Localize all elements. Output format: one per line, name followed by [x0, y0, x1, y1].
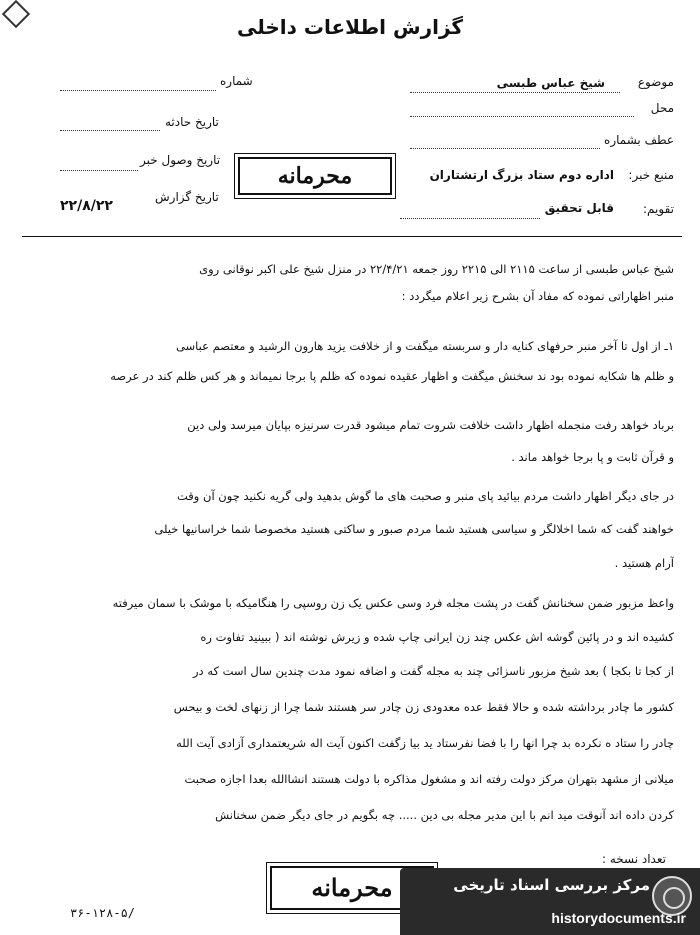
ref-dots: [410, 148, 600, 149]
place-label: محل: [650, 101, 674, 115]
number-dots: [60, 90, 216, 91]
incident-date-dots: [60, 130, 160, 131]
received-date-label: تاریخ وصول خبر: [140, 153, 221, 167]
body-line: ۱ـ از اول تا آخر منبر حرفهای کنایه دار و سربسته میگفت و از خلافت یزید هارون الرشید و معتصم عباسی: [175, 339, 674, 353]
archive-name: مرکز بررسی اسناد تاریخی: [453, 876, 650, 894]
subject-value: شیخ عباس طبسی: [496, 76, 605, 90]
body-line: منبر اظهاراتی نموده که مفاد آن بشرح زیر اعلام میگردد :: [401, 289, 674, 303]
body-line: چادر را ستاد ه نکرده بد چرا انها را با فضا نفرستاد ید بیا زگفت اکنون آیت اله شریعتمداری آزادی آیت الله: [176, 736, 674, 750]
subject-dots: [410, 92, 620, 93]
archive-url: historydocuments.ir: [551, 910, 686, 926]
body-line: برباد خواهد رفت منجمله اظهار داشت خلافت شروت تمام میشود قدرت سرنیزه بپایان میرسد ولی دین: [187, 418, 674, 432]
form-title: گزارش اطلاعات داخلی: [236, 15, 464, 39]
number-label: شماره: [220, 74, 253, 88]
evaluation-value: قابل تحقیق: [544, 201, 614, 215]
header-divider: [22, 236, 682, 237]
received-date-dots: [60, 170, 138, 171]
body-line: و قرآن ثابت و پا برجا خواهد ماند .: [511, 450, 674, 464]
report-date-value: ۲۲/۸/۲۲: [60, 198, 113, 214]
ref-label: عطف بشماره: [604, 133, 674, 147]
archive-watermark: [400, 868, 700, 935]
body-line: کردن داده اند آنوقت مید انم با این مدیر مجله بی دین ..... چه بگویم در جای دیگر ضمن سخنانش: [215, 808, 674, 822]
report-date-label: تاریخ گزارش: [155, 190, 219, 204]
body-line: کشیده اند و در پائین گوشه اش عکس چند زن ایرانی چاپ شده و زیرش نوشته اند ( ببینید تفاوت ره: [200, 630, 674, 644]
body-line: آرام هستید .: [614, 556, 674, 570]
body-line: خواهند گفت که شما اخلالگر و سیاسی هستید شما مردم صبور و ساکتی هستید مخصوصا شما خراسانیها خیلی: [154, 522, 674, 536]
incident-date-label: تاریخ حادثه: [165, 115, 219, 129]
body-line: در جای دیگر اظهار داشت مردم بیائید پای منبر و صحبت های ما گوش بدهید ولی گریه نکنید چون آن وقت: [177, 489, 674, 503]
body-line: کشور ما چادر برداشته شده و حالا فقط عده معدودی زن چادر سر هستند شما چرا از زنهای لخت و بیحس: [173, 700, 674, 714]
reference-number: ۳۶-۱۲۸-۵/: [70, 906, 136, 920]
copies-label: تعداد نسخه :: [601, 852, 666, 866]
place-dots: [410, 116, 634, 117]
source-label: منبع خبر:: [628, 168, 674, 182]
source-value: اداره دوم ستاد بزرگ ارتشتاران: [429, 168, 614, 182]
body-line: شیخ عباس طبسی از ساعت ۲۱۱۵ الی ۲۲۱۵ روز جمعه ۲۲/۴/۲۱ در منزل شیخ علی اکبر نوقانی روی: [199, 262, 674, 276]
body-line: و ظلم ها شکایه نموده بود ند سخنش میگفت و اظهار عقیده نموده که ظلم پا برجا نمیماند و هر کس ظلم کند در عرصه: [110, 369, 674, 383]
confidential-stamp-top: محرمانه: [238, 157, 392, 195]
evaluation-dots: [400, 218, 540, 219]
body-line: میلانی از مشهد بتهران مرکز دولت رفته اند و مشغول مذاکره با دولت هستند انشاالله بعدا اجازه صحبت: [184, 772, 674, 786]
subject-label: موضوع: [637, 75, 674, 89]
evaluation-label: تقویم:: [643, 202, 674, 216]
body-line: از کجا تا بکجا ) بعد شیخ مزبور ناسزائی چند به مجله گفت و اضافه نمود مدت چندین سال است که در: [192, 664, 674, 678]
body-line: واعظ مزبور ضمن سخنانش گفت در پشت مجله فرد وسی عکس یک زن روسپی را هنگامیکه با موشک با سمان میرفته: [112, 596, 674, 610]
confidential-stamp-bottom: محرمانه: [270, 866, 434, 910]
